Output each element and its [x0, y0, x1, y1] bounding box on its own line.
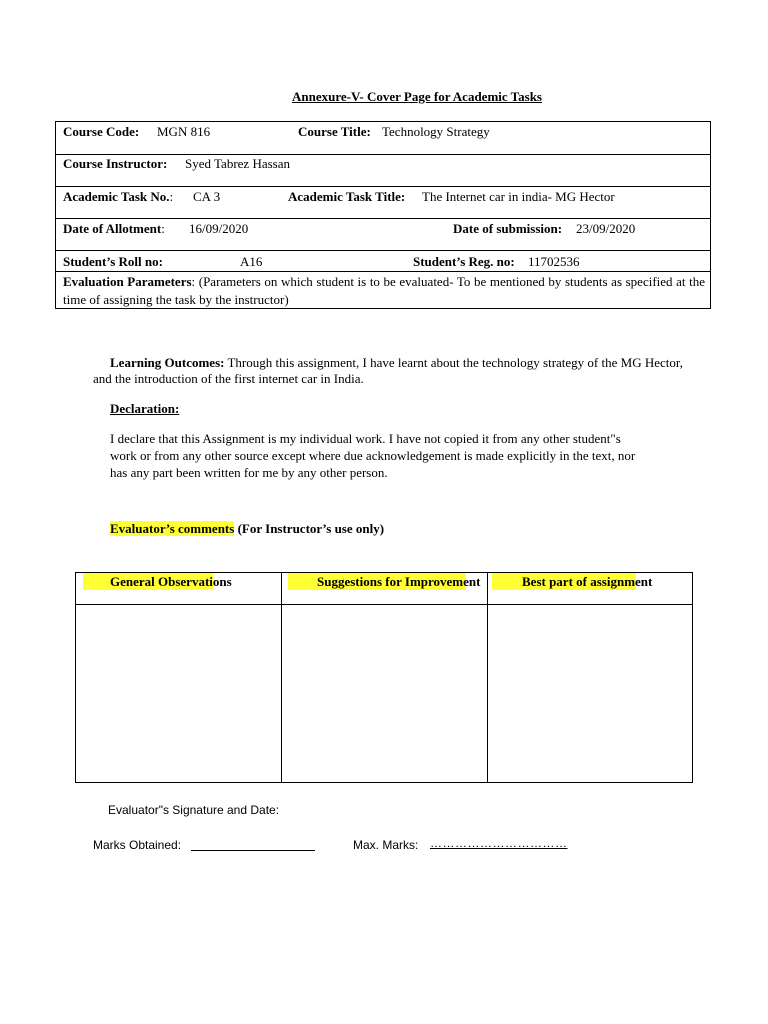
row-divider [56, 186, 710, 187]
task-title-label: Academic Task Title: [288, 189, 406, 204]
learning-outcomes-label: Learning Outcomes: [110, 355, 225, 370]
page-title: Annexure-V- Cover Page for Academic Tasks [292, 89, 542, 104]
allotment-date: 16/09/2020 [189, 221, 249, 236]
evaluation-parameters [63, 273, 705, 309]
max-marks-label: Max. Marks: [353, 838, 419, 852]
allotment-field [63, 221, 165, 237]
learning-outcomes-text: Through this assignment, I have learnt about the technology strategy of the MG Hector, and the introduction of the first internet car in India. [93, 355, 683, 386]
evaluator-comments-heading [110, 521, 384, 537]
course-code-value: MGN 816 [157, 124, 211, 139]
allotment-separator: : [161, 221, 165, 236]
column-divider [487, 573, 488, 782]
reg-no-value: 11702536 [528, 254, 580, 269]
marks-obtained-blank [191, 850, 315, 851]
row-divider [56, 218, 710, 219]
column-suggestions: Suggestions for Improvement [317, 574, 481, 589]
course-info-table [55, 121, 711, 309]
roll-no-label: Student’s Roll no: [63, 254, 163, 269]
task-no-value: CA 3 [193, 189, 221, 204]
eval-params-label: Evaluation Parameters [63, 274, 192, 289]
task-no-separator: : [169, 189, 174, 204]
allotment-label: Date of Allotment [63, 221, 162, 236]
column-divider [281, 573, 282, 782]
row-divider [56, 271, 710, 272]
row-divider [56, 154, 710, 155]
max-marks-blank: …………………………… [430, 836, 568, 850]
course-code-label: Course Code: [63, 124, 140, 139]
reg-no-label: Student’s Reg. no: [413, 254, 515, 269]
evaluator-signature-label: Evaluator"s Signature and Date: [108, 803, 280, 817]
task-title-value: The Internet car in india- MG Hector [422, 189, 615, 204]
task-no-field [63, 189, 173, 205]
evaluator-observations-table [75, 572, 693, 783]
column-general-observations: General Observations [110, 574, 232, 589]
marks-obtained-label: Marks Obtained: [93, 838, 182, 852]
row-divider [56, 250, 710, 251]
submission-date: 23/09/2020 [576, 221, 636, 236]
instructor-value: Syed Tabrez Hassan [185, 156, 290, 171]
course-title-value: Technology Strategy [382, 124, 490, 139]
column-best-part: Best part of assignment [522, 574, 653, 589]
eval-params-text: : (Parameters on which student is to be evaluated- To be mentioned by students as specified at the time of assigning the task by the instructor) [63, 274, 705, 307]
course-title-label: Course Title: [298, 124, 371, 139]
learning-outcomes [93, 355, 693, 387]
evaluator-comments-note: (For Instructor’s use only) [234, 521, 385, 536]
submission-label: Date of submission: [453, 221, 563, 236]
task-no-label: Academic Task No. [63, 189, 170, 204]
roll-no-value: A16 [240, 254, 263, 269]
declaration-text: I declare that this Assignment is my individual work. I have not copied it from any other student"s work or from any other source except where due acknowledgement is made explicitly in the text, nor has any part been written for me by any other person. [110, 431, 636, 480]
header-divider [76, 604, 692, 605]
instructor-label: Course Instructor: [63, 156, 168, 171]
evaluator-comments-label: Evaluator’s comments [110, 521, 235, 536]
declaration-heading: Declaration: [110, 401, 180, 416]
